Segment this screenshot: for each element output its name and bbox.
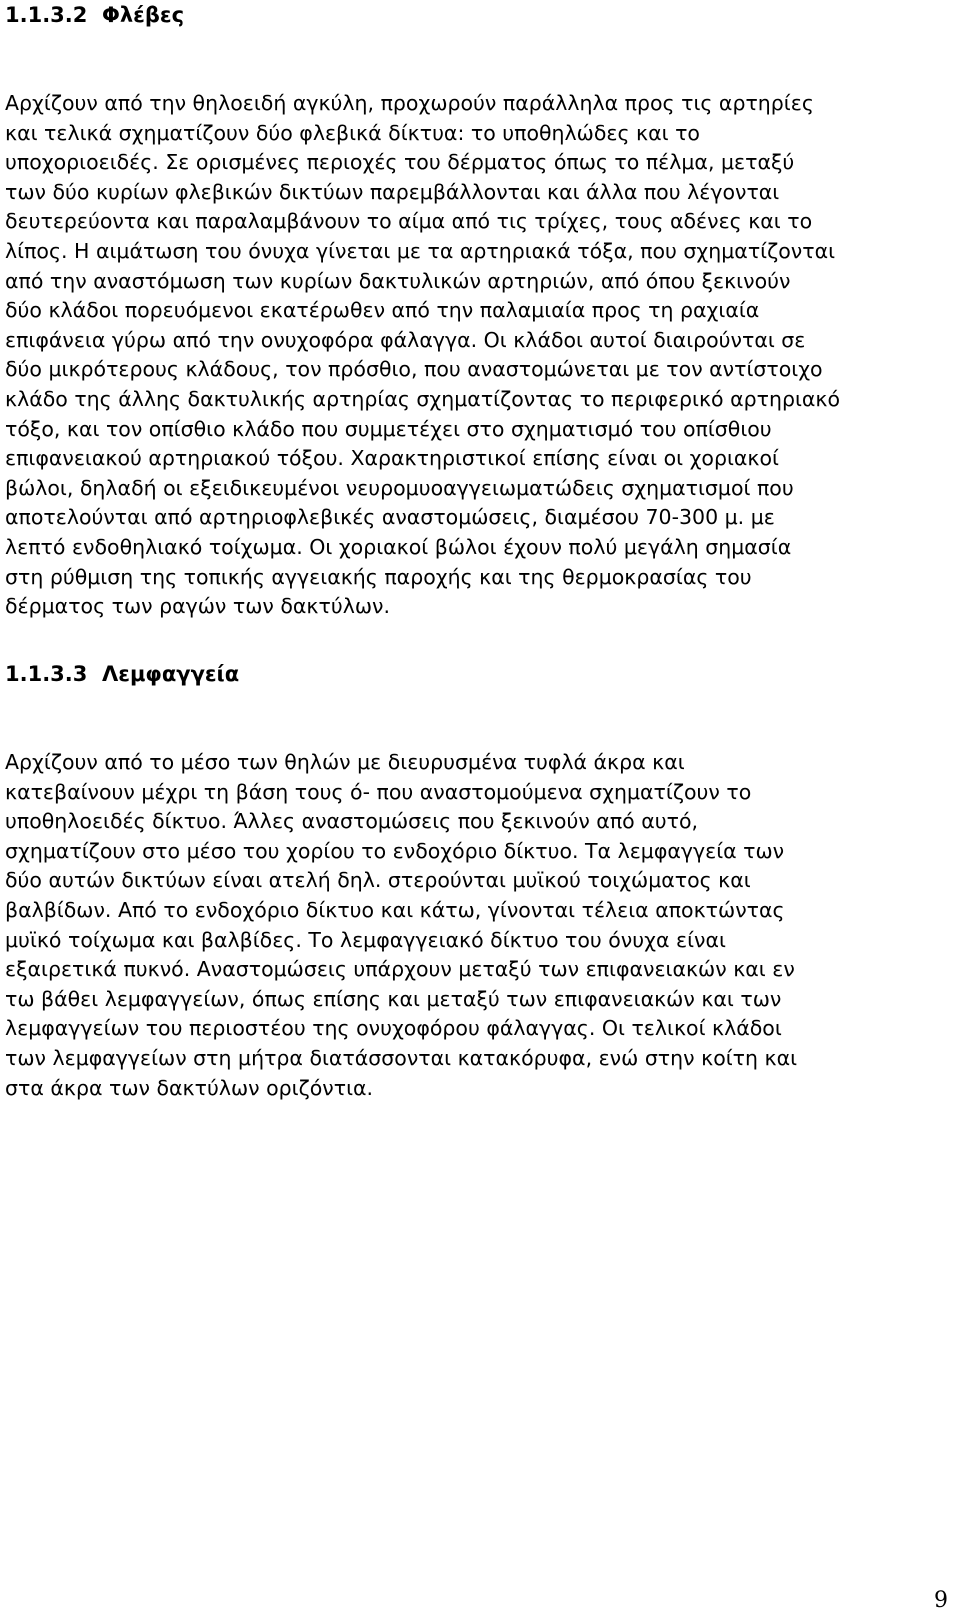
section-title: Λεμφαγγεία	[102, 662, 240, 686]
text-line: δύο αυτών δικτύων είναι ατελή δηλ. στερούνται μυϊκού τοιχώματος και	[5, 868, 751, 893]
section-number: 1.1.3.3	[5, 662, 88, 686]
text-line: λίπος. Η αιμάτωση του όνυχα γίνεται με τα αρτηριακά τόξα, που σχηματίζονται	[5, 238, 836, 263]
text-line: λεμφαγγείων του περιοστέου της ονυχοφόρου φάλαγγας. Οι τελικοί κλάδοι	[5, 1016, 782, 1041]
text-line: επιφάνεια γύρω από την ονυχοφόρα φάλαγγα. Οι κλάδοι αυτοί διαιρούνται σε	[5, 327, 806, 352]
text-line: βώλοι, δηλαδή οι εξειδικευμένοι νευρομυοαγγειωματώδεις σχηματισμοί που	[5, 475, 794, 500]
section-number: 1.1.3.2	[5, 3, 88, 27]
text-line: λεπτό ενδοθηλιακό τοίχωμα. Οι χοριακοί βώλοι έχουν πολύ μεγάλη σημασία	[5, 534, 792, 559]
text-line: από την αναστόμωση των κυρίων δακτυλικών αρτηριών, από όπου ξεκινούν	[5, 268, 791, 293]
text-line: στα άκρα των δακτύλων οριζόντια.	[5, 1075, 374, 1100]
text-line: βαλβίδων. Από το ενδοχόριο δίκτυο και κάτω, γίνονται τέλεια αποκτώντας	[5, 897, 785, 922]
text-line: επιφανειακού αρτηριακού τόξου. Χαρακτηριστικοί επίσης είναι οι χοριακοί	[5, 446, 779, 471]
text-line: μυϊκό τοίχωμα και βαλβίδες. Το λεμφαγγειακό δίκτυο του όνυχα είναι	[5, 927, 726, 952]
text-line: των λεμφαγγείων στη μήτρα διατάσσονται κατακόρυφα, ενώ στην κοίτη και	[5, 1045, 798, 1070]
text-line: δέρματος των ραγών των δακτύλων.	[5, 594, 390, 619]
text-line: αποτελούνται από αρτηριοφλεβικές αναστομώσεις, διαμέσου 70-300 μ. με	[5, 505, 775, 530]
text-line: σχηματίζουν στο μέσο του χορίου το ενδοχόριο δίκτυο. Τα λεμφαγγεία των	[5, 838, 785, 863]
section-title: Φλέβες	[102, 3, 185, 27]
text-line: υποθηλοειδές δίκτυο. Άλλες αναστομώσεις που ξεκινούν από αυτό,	[5, 809, 698, 834]
section-heading-veins	[5, 2, 184, 28]
text-line: Αρχίζουν από το μέσο των θηλών με διευρυσμένα τυφλά άκρα και	[5, 750, 685, 774]
text-line: τόξο, και τον οπίσθιο κλάδο που συμμετέχει στο σχηματισμό του οπίσθιου	[5, 416, 772, 441]
text-line: δευτερεύοντα και παραλαμβάνουν το αίμα από τις τρίχες, τους αδένες και το	[5, 209, 813, 234]
text-line: των δύο κυρίων φλεβικών δικτύων παρεμβάλλονται και άλλα που λέγονται	[5, 179, 780, 204]
text-line: υποχοριοειδές. Σε ορισμένες περιοχές του δέρματος όπως το πέλμα, μεταξύ	[5, 150, 795, 175]
text-line: και τελικά σχηματίζουν δύο φλεβικά δίκτυα: το υποθηλώδες και το	[5, 120, 700, 145]
text-line: τω βάθει λεμφαγγείων, όπως επίσης και μεταξύ των επιφανειακών και των	[5, 986, 782, 1011]
paragraph-veins	[5, 89, 950, 622]
text-line: κλάδο της άλλης δακτυλικής αρτηρίας σχηματίζοντας το περιφερικό αρτηριακό	[5, 386, 841, 411]
text-line: Αρχίζουν από την θηλοειδή αγκύλη, προχωρούν παράλληλα προς τις αρτηρίες	[5, 91, 814, 115]
section-heading-lymphatics	[5, 661, 239, 687]
text-line: στη ρύθμιση της τοπικής αγγειακής παροχής και της θερμοκρασίας του	[5, 564, 752, 589]
paragraph-lymphatics	[5, 748, 950, 1103]
text-line: δύο κλάδοι πορευόμενοι εκατέρωθεν από την παλαμιαία προς τη ραχιαία	[5, 298, 760, 323]
text-line: δύο μικρότερους κλάδους, τον πρόσθιο, που αναστομώνεται με τον αντίστοιχο	[5, 357, 823, 382]
text-line: κατεβαίνουν μέχρι τη βάση τους ό- που αναστομούμενα σχηματίζουν το	[5, 779, 752, 804]
text-line: εξαιρετικά πυκνό. Αναστομώσεις υπάρχουν μεταξύ των επιφανειακών και εν	[5, 957, 795, 982]
page-number: 9	[934, 1588, 948, 1613]
